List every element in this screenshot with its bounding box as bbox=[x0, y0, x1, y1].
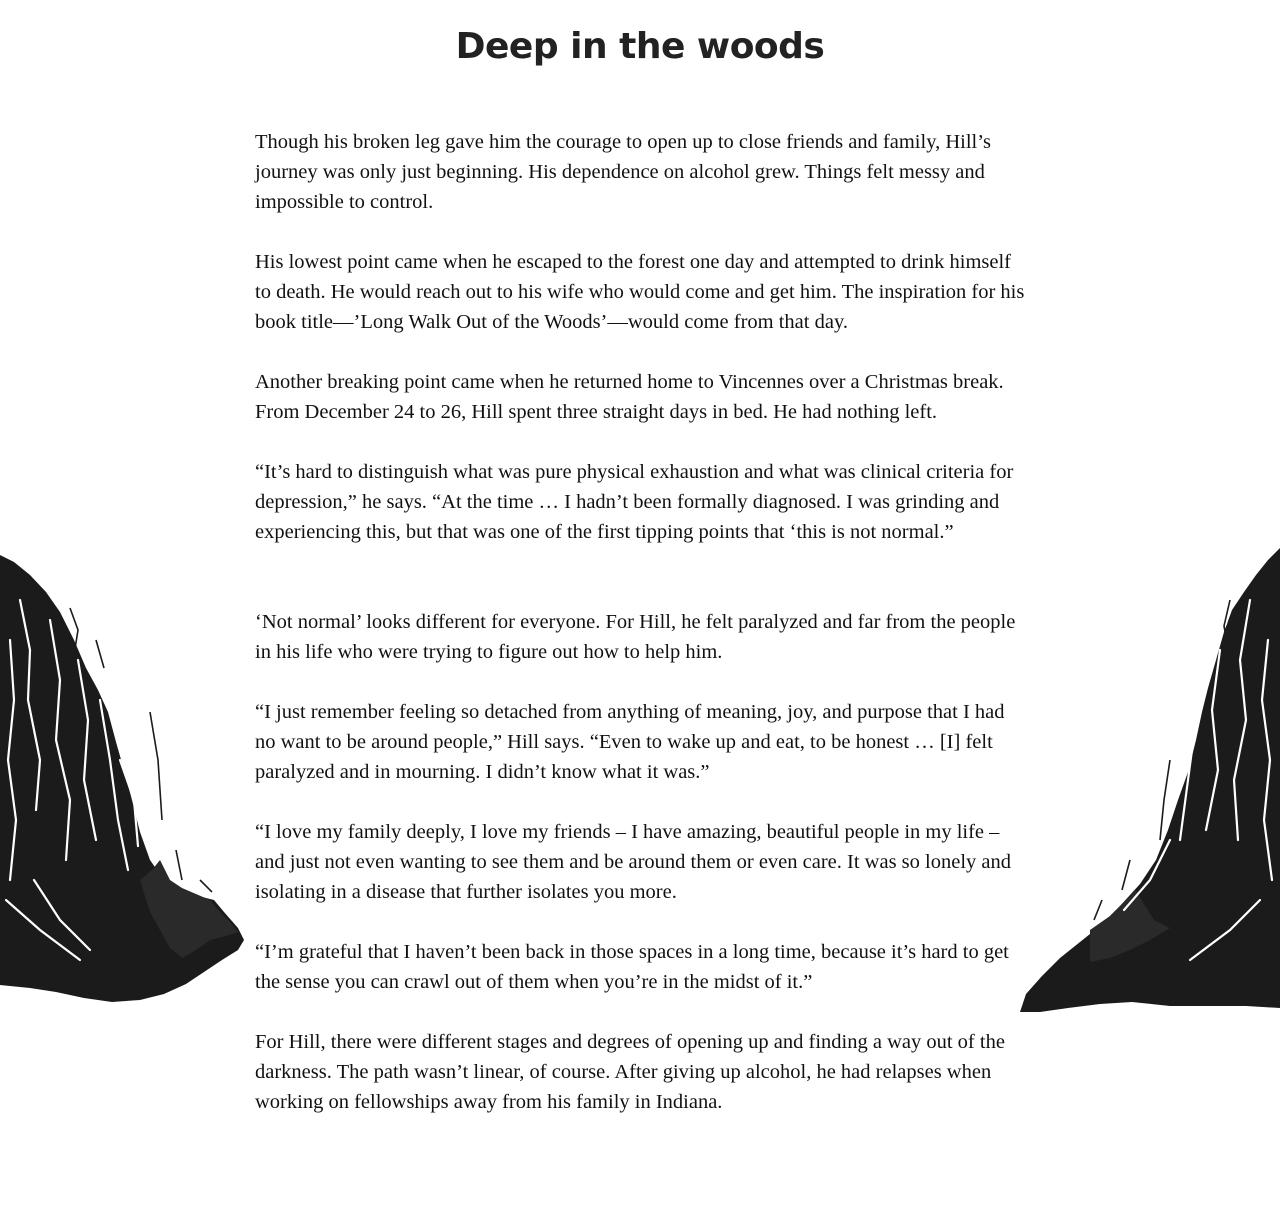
paragraph: “It’s hard to distinguish what was pure physical exhaustion and what was clinical criteria for depression,” he says. “At the time … I hadn’t been formally diagnosed. I was grinding and experiencing this, but that was one of the first tipping points that ‘this is not normal.” bbox=[255, 461, 1014, 543]
cliff-illustration-right bbox=[1020, 0, 1280, 1215]
paragraph: “I love my family deeply, I love my friends – I have amazing, beautiful people in my life – and just not even wanting to see them and be around them or even care. It was so lonely and isolating in a disease that further isolates you more. bbox=[255, 821, 1011, 903]
paragraph: For Hill, there were different stages and degrees of opening up and finding a way out of the darkness. The path wasn’t linear, of course. After giving up alcohol, he had relapses when working on fellowships away from his family in Indiana. bbox=[255, 1031, 1005, 1113]
paragraph: “I’m grateful that I haven’t been back in those spaces in a long time, because it’s hard to get the sense you can crawl out of them when you’re in the midst of it.” bbox=[255, 941, 1009, 993]
paragraph: Though his broken leg gave him the courage to open up to close friends and family, Hill’s journey was only just beginning. His dependence on alcohol grew. Things felt messy and impossible to control. bbox=[255, 131, 991, 213]
article-body bbox=[255, 127, 1027, 1147]
page-title: Deep in the woods bbox=[455, 26, 825, 67]
cliff-illustration-left bbox=[0, 0, 260, 1215]
paragraph: ‘Not normal’ looks different for everyone. For Hill, he felt paralyzed and far from the people in his life who were trying to figure out how to help him. bbox=[255, 611, 1016, 663]
paragraph: His lowest point came when he escaped to the forest one day and attempted to drink himself to death. He would reach out to his wife who would come and get him. The inspiration for his book title—’Long Walk Out of the Woods’—would come from that day. bbox=[255, 251, 1025, 333]
paragraph: Another breaking point came when he returned home to Vincennes over a Christmas break. From December 24 to 26, Hill spent three straight days in bed. He had nothing left. bbox=[255, 371, 1004, 423]
paragraph: “I just remember feeling so detached from anything of meaning, joy, and purpose that I had no want to be around people,” Hill says. “Even to wake up and eat, to be honest … [I] felt paralyzed and in mourning. I didn’t know what it was.” bbox=[255, 701, 1005, 783]
